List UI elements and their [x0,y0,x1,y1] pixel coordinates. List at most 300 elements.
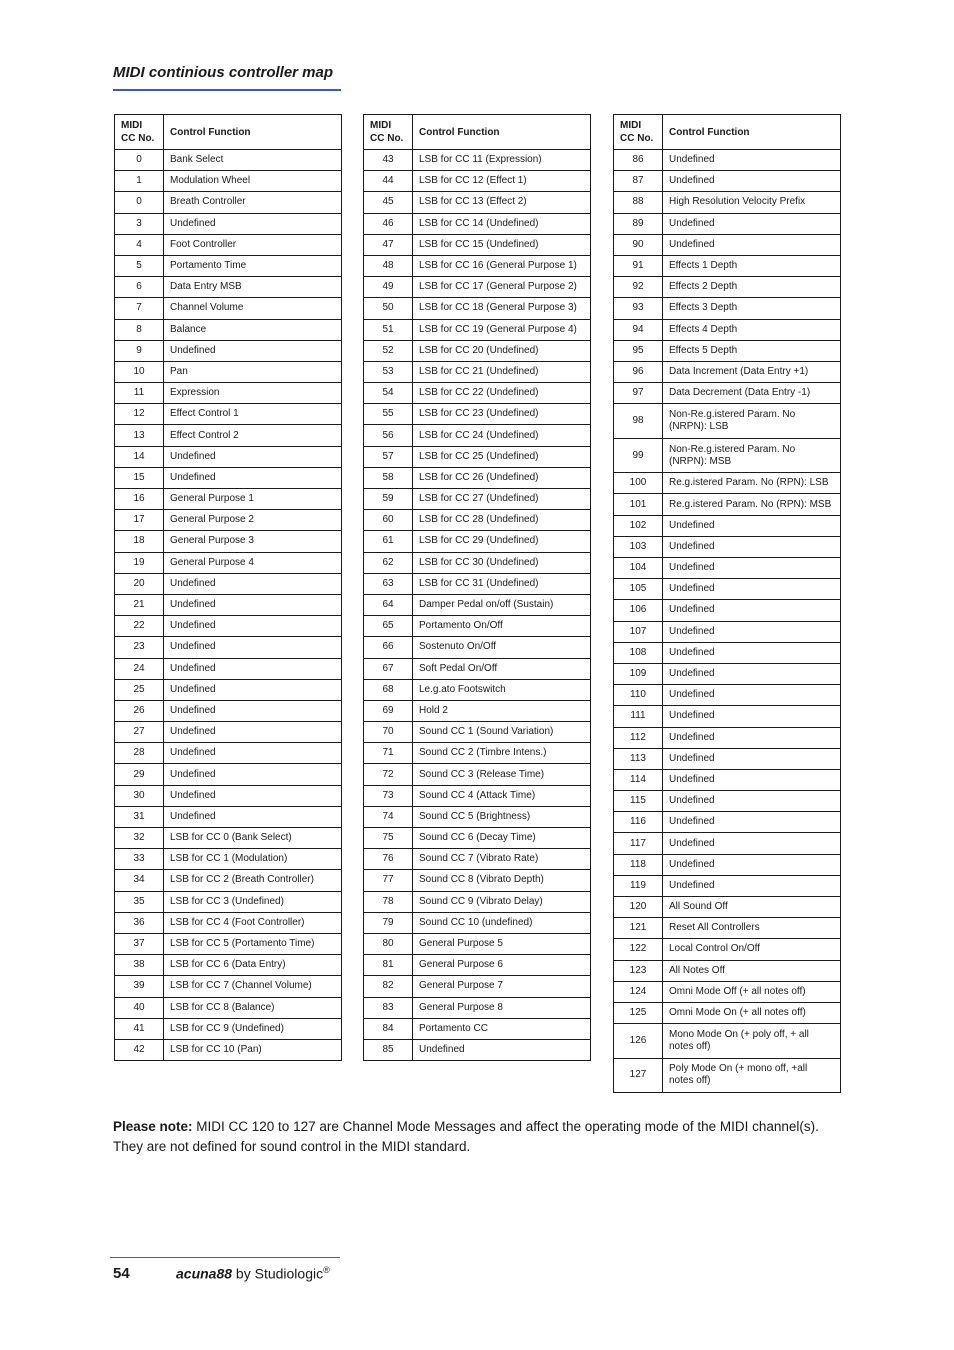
cc-number: 45 [364,192,413,213]
control-function: Data Increment (Data Entry +1) [663,361,841,382]
control-function: LSB for CC 8 (Balance) [164,997,342,1018]
table-row [364,425,591,446]
cc-number: 120 [614,897,663,918]
table-row [115,1039,342,1060]
table-row [115,658,342,679]
table-row [364,213,591,234]
control-function: Effects 3 Depth [663,298,841,319]
control-function: Undefined [413,1039,591,1060]
cc-number: 109 [614,663,663,684]
cc-number: 54 [364,383,413,404]
cc-number: 38 [115,955,164,976]
table-row [115,679,342,700]
table-row [614,791,841,812]
table-row [364,785,591,806]
table-row [364,255,591,276]
control-function: LSB for CC 10 (Pan) [164,1039,342,1060]
table-row [614,663,841,684]
control-function: LSB for CC 11 (Expression) [413,150,591,171]
table-row [364,743,591,764]
control-function: Bank Select [164,150,342,171]
control-function: Undefined [164,743,342,764]
table-row [364,192,591,213]
control-function: Effect Control 2 [164,425,342,446]
control-function: LSB for CC 30 (Undefined) [413,552,591,573]
cc-number: 82 [364,976,413,997]
cc-number: 90 [614,234,663,255]
control-function: Reset All Controllers [663,918,841,939]
control-function: LSB for CC 16 (General Purpose 1) [413,255,591,276]
table-row [115,234,342,255]
control-function: Undefined [663,621,841,642]
table-row [364,1039,591,1060]
control-function: Undefined [663,791,841,812]
control-function: Undefined [164,806,342,827]
cc-number: 102 [614,515,663,536]
cc-number: 71 [364,743,413,764]
table-row [364,552,591,573]
control-function: Re.g.istered Param. No (RPN): MSB [663,494,841,515]
cc-number: 5 [115,255,164,276]
table-row [614,213,841,234]
control-function: LSB for CC 25 (Undefined) [413,446,591,467]
cc-number: 56 [364,425,413,446]
cc-number: 126 [614,1024,663,1059]
table-row [115,340,342,361]
control-function: Local Control On/Off [663,939,841,960]
control-function: LSB for CC 15 (Undefined) [413,234,591,255]
control-function: Undefined [164,722,342,743]
control-function: All Notes Off [663,960,841,981]
cc-number: 57 [364,446,413,467]
cc-number: 87 [614,171,663,192]
cc-number: 101 [614,494,663,515]
control-function: Undefined [663,213,841,234]
cc-number: 25 [115,679,164,700]
control-function: LSB for CC 4 (Foot Controller) [164,912,342,933]
control-function: LSB for CC 31 (Undefined) [413,573,591,594]
table-row [115,552,342,573]
cc-number: 81 [364,955,413,976]
cc-number: 63 [364,573,413,594]
control-function: Undefined [663,833,841,854]
cc-number: 60 [364,510,413,531]
table-row [614,706,841,727]
control-function: Omni Mode On (+ all notes off) [663,1002,841,1023]
cc-number: 36 [115,912,164,933]
table-row [614,600,841,621]
cc-number: 46 [364,213,413,234]
table-row [115,785,342,806]
cc-number: 55 [364,404,413,425]
cc-number: 47 [364,234,413,255]
control-function: Sound CC 2 (Timbre Intens.) [413,743,591,764]
table-row [115,870,342,891]
cc-number: 9 [115,340,164,361]
header-function: Control Function [413,115,591,150]
table-row [364,933,591,954]
control-function: Undefined [663,727,841,748]
control-function: General Purpose 4 [164,552,342,573]
table-row [614,361,841,382]
control-function: Effects 2 Depth [663,277,841,298]
table-row [115,404,342,425]
cc-number: 15 [115,467,164,488]
cc-number: 74 [364,806,413,827]
control-function: General Purpose 6 [413,955,591,976]
control-function: Soft Pedal On/Off [413,658,591,679]
cc-number: 105 [614,579,663,600]
table-row [115,319,342,340]
control-function: Undefined [663,663,841,684]
table-row [115,955,342,976]
table-row [614,234,841,255]
control-function: LSB for CC 7 (Channel Volume) [164,976,342,997]
table-row [364,277,591,298]
table-row [115,489,342,510]
table-row [364,955,591,976]
table-row [115,150,342,171]
control-function: Undefined [663,769,841,790]
cc-number: 119 [614,875,663,896]
control-function: Undefined [164,679,342,700]
control-function: Sound CC 10 (undefined) [413,912,591,933]
cc-number: 64 [364,594,413,615]
cc-number: 118 [614,854,663,875]
cc-number: 115 [614,791,663,812]
table-row [364,679,591,700]
control-function: Undefined [164,594,342,615]
table-row [614,515,841,536]
table-row [115,383,342,404]
table-row [115,192,342,213]
control-function: General Purpose 7 [413,976,591,997]
table-row [614,536,841,557]
table-row [115,467,342,488]
control-function: LSB for CC 5 (Portamento Time) [164,933,342,954]
table-row [364,594,591,615]
cc-number: 98 [614,404,663,439]
table-row [614,748,841,769]
cc-number: 35 [115,891,164,912]
table-row [364,404,591,425]
control-function: General Purpose 5 [413,933,591,954]
table-row [614,833,841,854]
table-row [614,255,841,276]
table-row [115,1018,342,1039]
table-row [115,298,342,319]
control-function: Channel Volume [164,298,342,319]
control-function: Expression [164,383,342,404]
control-function: Undefined [663,234,841,255]
cc-number: 10 [115,361,164,382]
table-row [115,764,342,785]
control-function: Effects 5 Depth [663,340,841,361]
control-function: Undefined [164,700,342,721]
table-row [364,340,591,361]
table-row [115,255,342,276]
cc-number: 44 [364,171,413,192]
footer-brand [176,1265,330,1282]
control-function: Undefined [164,764,342,785]
control-function: Undefined [663,515,841,536]
table-row [364,891,591,912]
registered-mark: ® [323,1265,330,1275]
control-function: LSB for CC 27 (Undefined) [413,489,591,510]
table-row [364,489,591,510]
table-row [364,171,591,192]
table-row [614,875,841,896]
control-function: Undefined [663,600,841,621]
table-row [364,722,591,743]
control-function: Undefined [663,171,841,192]
control-function: Omni Mode Off (+ all notes off) [663,981,841,1002]
cc-number: 127 [614,1058,663,1093]
control-function: Sound CC 8 (Vibrato Depth) [413,870,591,891]
table-row [115,573,342,594]
cc-number: 21 [115,594,164,615]
cc-number: 103 [614,536,663,557]
table-row [115,933,342,954]
table-header-row [364,115,591,150]
control-function: Portamento Time [164,255,342,276]
table-row [364,849,591,870]
control-function: All Sound Off [663,897,841,918]
control-function: General Purpose 8 [413,997,591,1018]
footer-rule [110,1257,340,1258]
cc-number: 116 [614,812,663,833]
table-row [364,870,591,891]
cc-number: 93 [614,298,663,319]
cc-number: 80 [364,933,413,954]
table-row [614,579,841,600]
control-function: LSB for CC 6 (Data Entry) [164,955,342,976]
control-function: Undefined [663,812,841,833]
control-function: Data Decrement (Data Entry -1) [663,383,841,404]
cc-number: 13 [115,425,164,446]
cc-number: 62 [364,552,413,573]
table-row [364,1018,591,1039]
table-row [614,319,841,340]
cc-number: 65 [364,616,413,637]
cc-number: 4 [115,234,164,255]
control-function: Sound CC 4 (Attack Time) [413,785,591,806]
control-function: LSB for CC 9 (Undefined) [164,1018,342,1039]
table-row [364,531,591,552]
cc-number: 11 [115,383,164,404]
table-row [115,997,342,1018]
cc-number: 53 [364,361,413,382]
cc-number: 49 [364,277,413,298]
cc-number: 70 [364,722,413,743]
control-function: Effects 4 Depth [663,319,841,340]
control-function: Undefined [164,446,342,467]
cc-number: 76 [364,849,413,870]
control-function: LSB for CC 12 (Effect 1) [413,171,591,192]
cc-number: 95 [614,340,663,361]
table-row [614,918,841,939]
cc-number: 59 [364,489,413,510]
table-row [364,234,591,255]
cc-number: 104 [614,558,663,579]
table-row [614,981,841,1002]
cc-number: 12 [115,404,164,425]
control-function: Undefined [164,573,342,594]
control-function: Sound CC 5 (Brightness) [413,806,591,827]
control-function: LSB for CC 28 (Undefined) [413,510,591,531]
control-function: Undefined [164,616,342,637]
title-underline [113,89,341,91]
table-row [115,976,342,997]
control-function: Hold 2 [413,700,591,721]
table-row [614,277,841,298]
note-label: Please note: [113,1119,193,1134]
cc-number: 96 [614,361,663,382]
control-function: LSB for CC 17 (General Purpose 2) [413,277,591,298]
table-row [364,446,591,467]
cc-number: 121 [614,918,663,939]
table-row [364,467,591,488]
control-function: Sound CC 6 (Decay Time) [413,828,591,849]
control-function: Non-Re.g.istered Param. No (NRPN): MSB [663,438,841,473]
cc-number: 106 [614,600,663,621]
cc-number: 41 [115,1018,164,1039]
cc-number: 123 [614,960,663,981]
table-row [115,891,342,912]
table-row [614,1002,841,1023]
cc-number: 22 [115,616,164,637]
control-function: Sostenuto On/Off [413,637,591,658]
cc-number: 0 [115,150,164,171]
control-function: Pan [164,361,342,382]
control-function: Modulation Wheel [164,171,342,192]
cc-number: 24 [115,658,164,679]
product-name: acuna88 [176,1265,233,1282]
table-row [614,192,841,213]
table-row [614,1024,841,1059]
table-row [115,828,342,849]
control-function: LSB for CC 20 (Undefined) [413,340,591,361]
table-row [364,510,591,531]
page-title: MIDI continious controller map [113,64,334,81]
cc-number: 113 [614,748,663,769]
cc-number: 33 [115,849,164,870]
control-function: LSB for CC 21 (Undefined) [413,361,591,382]
table-row [115,743,342,764]
table-row [614,897,841,918]
control-function: Sound CC 3 (Release Time) [413,764,591,785]
control-function: Effect Control 1 [164,404,342,425]
cc-number: 37 [115,933,164,954]
cc-number: 52 [364,340,413,361]
cc-number: 86 [614,150,663,171]
control-function: LSB for CC 13 (Effect 2) [413,192,591,213]
cc-number: 16 [115,489,164,510]
cc-number: 88 [614,192,663,213]
table-row [614,642,841,663]
cc-number: 67 [364,658,413,679]
table-row [614,960,841,981]
cc-number: 69 [364,700,413,721]
cc-number: 125 [614,1002,663,1023]
cc-number: 117 [614,833,663,854]
cc-number: 99 [614,438,663,473]
table-row [115,806,342,827]
cc-number: 66 [364,637,413,658]
table-row [614,769,841,790]
table-row [364,700,591,721]
table-row [115,510,342,531]
table-row [115,722,342,743]
cc-number: 26 [115,700,164,721]
control-function: Undefined [164,213,342,234]
table-row [115,425,342,446]
control-function: LSB for CC 3 (Undefined) [164,891,342,912]
table-row [614,621,841,642]
control-function: LSB for CC 0 (Bank Select) [164,828,342,849]
cc-number: 89 [614,213,663,234]
cc-number: 111 [614,706,663,727]
control-function: Portamento On/Off [413,616,591,637]
control-function: General Purpose 2 [164,510,342,531]
control-function: LSB for CC 23 (Undefined) [413,404,591,425]
cc-number: 114 [614,769,663,790]
cc-number: 42 [115,1039,164,1060]
control-function: LSB for CC 26 (Undefined) [413,467,591,488]
cc-number: 58 [364,467,413,488]
control-function: Poly Mode On (+ mono off, +all notes off) [663,1058,841,1093]
control-function: Undefined [663,854,841,875]
table-row [115,277,342,298]
control-function: LSB for CC 1 (Modulation) [164,849,342,870]
control-function: General Purpose 1 [164,489,342,510]
control-function: LSB for CC 29 (Undefined) [413,531,591,552]
cc-number: 122 [614,939,663,960]
control-function: Undefined [164,637,342,658]
table-row [614,340,841,361]
control-function: LSB for CC 24 (Undefined) [413,425,591,446]
cc-number: 124 [614,981,663,1002]
cc-number: 32 [115,828,164,849]
cc-number: 30 [115,785,164,806]
cc-number: 27 [115,722,164,743]
control-function: Breath Controller [164,192,342,213]
cc-number: 28 [115,743,164,764]
header-cc: MIDI CC No. [364,115,413,150]
cc-number: 17 [115,510,164,531]
cc-number: 0 [115,192,164,213]
table-row [364,616,591,637]
table-row [364,806,591,827]
table-row [614,383,841,404]
cc-number: 29 [115,764,164,785]
control-function: Undefined [663,748,841,769]
table-row [614,812,841,833]
table-row [115,849,342,870]
cc-number: 68 [364,679,413,700]
table-header-row [115,115,342,150]
table-row [364,573,591,594]
cc-number: 78 [364,891,413,912]
table-row [364,637,591,658]
table-row [364,764,591,785]
cc-table-2 [363,114,591,1061]
cc-number: 43 [364,150,413,171]
cc-number: 107 [614,621,663,642]
cc-number: 73 [364,785,413,806]
control-function: Undefined [663,685,841,706]
cc-number: 110 [614,685,663,706]
